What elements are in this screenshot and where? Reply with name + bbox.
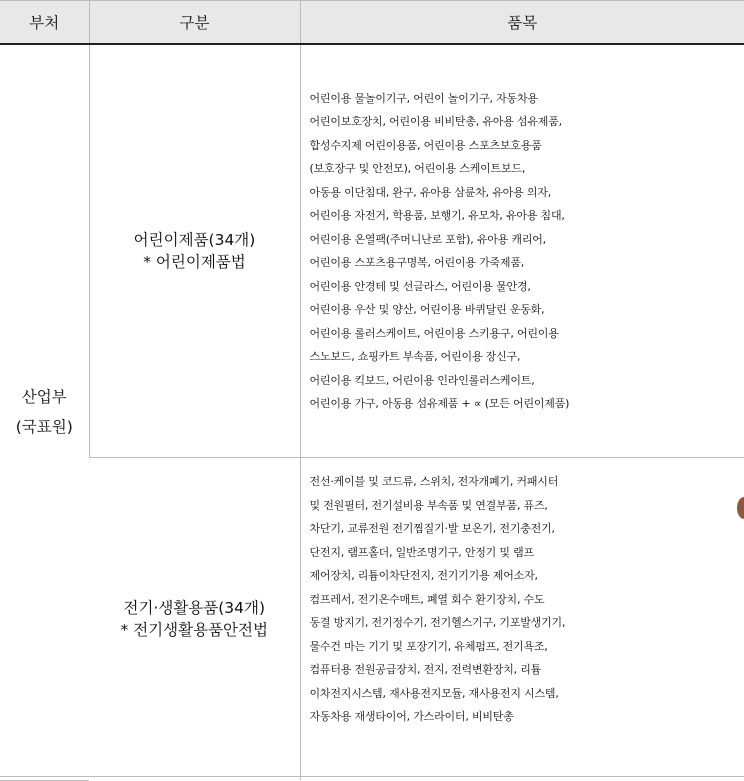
item-line: 합성수지제 어린이용품, 어린이용 스포츠보호용품 (310, 134, 744, 158)
table-row (0, 458, 744, 781)
item-line: 컴프레서, 전기온수매트, 폐열 회수 환기장치, 수도 (310, 588, 744, 612)
item-line: 단전지, 램프홀더, 일반조명기구, 안정기 및 램프 (310, 541, 744, 565)
item-line: 컴퓨터용 전원공급장치, 전지, 전력변환장치, 리튬 (310, 658, 744, 682)
category-law: * 전기생활용품안전법 (89, 619, 300, 641)
item-line: 어린이용 킥보드, 어린이용 인라인롤러스케이트, (310, 369, 744, 393)
item-line: 어린이용 물놀이기구, 어린이 놀이기구, 자동차용 (310, 87, 744, 111)
item-line: (보호장구 및 안전모), 어린이용 스케이트보드, (310, 157, 744, 181)
category-name: 전기·생활용품(34개) (89, 597, 300, 619)
page-edge-mark (737, 497, 744, 519)
item-line: 물수건 마는 기기 및 포장기기, 유체펌프, 전기욕조, (310, 635, 744, 659)
category-law: * 어린이제품법 (90, 251, 300, 273)
item-line: 어린이용 우산 및 양산, 어린이용 바퀴달린 운동화, (310, 298, 744, 322)
item-line: 어린이용 롤러스케이트, 어린이용 스키용구, 어린이용 (310, 322, 744, 346)
category-cell (89, 458, 300, 781)
category-name: 어린이제품(34개) (90, 229, 300, 251)
item-line: 자동차용 재생타이어, 가스라이터, 비비탄총 (310, 705, 744, 729)
department-cell (0, 44, 89, 780)
item-line: 어린이용 가구, 아동용 섬유제품 + ∝ (모든 어린이제품) (310, 392, 744, 416)
item-line: 및 전원필터, 전기설비용 부속품 및 연결부품, 퓨즈, (310, 494, 744, 518)
item-line: 스노보드, 쇼핑카트 부속품, 어린이용 장신구, (310, 345, 744, 369)
item-line: 차단기, 교류전원 전기찜질기·발 보온기, 전기충전기, (310, 517, 744, 541)
header-category: 구분 (89, 1, 300, 45)
header-row (0, 1, 744, 45)
item-line: 동결 방지기, 전기정수기, 전기헬스기구, 기포발생기기, (310, 611, 744, 635)
item-line: 아동용 이단침대, 완구, 유아용 삼륜차, 유아용 의자, (310, 181, 744, 205)
item-line: 제어장치, 리튬이차단전지, 전기기기용 제어소자, (310, 564, 744, 588)
item-line: 어린이용 스포츠용구명복, 어린이용 가죽제품, (310, 251, 744, 275)
table-row (0, 44, 744, 458)
department-agency: (국표원) (0, 412, 89, 442)
items-cell (300, 458, 744, 781)
item-line: 어린이용 온열팩(주머니난로 포함), 유아용 캐리어, (310, 228, 744, 252)
header-department: 부처 (0, 1, 89, 45)
item-line: 전선·케이블 및 코드류, 스위치, 전자개폐기, 커패시터 (310, 470, 744, 494)
items-cell (300, 44, 744, 458)
item-line: 어린이보호장치, 어린이용 비비탄총, 유아용 섬유제품, (310, 110, 744, 134)
category-cell (89, 44, 300, 458)
bottom-divider (0, 776, 744, 777)
item-line: 어린이용 자전거, 학용품, 보행기, 유모차, 유아용 침대, (310, 204, 744, 228)
header-items: 품목 (300, 1, 744, 45)
department-name: 산업부 (0, 382, 89, 412)
item-line: 이차전지시스템, 재사용전지모듈, 재사용전지 시스템, (310, 682, 744, 706)
item-line: 어린이용 안경테 및 선글라스, 어린이용 물안경, (310, 275, 744, 299)
